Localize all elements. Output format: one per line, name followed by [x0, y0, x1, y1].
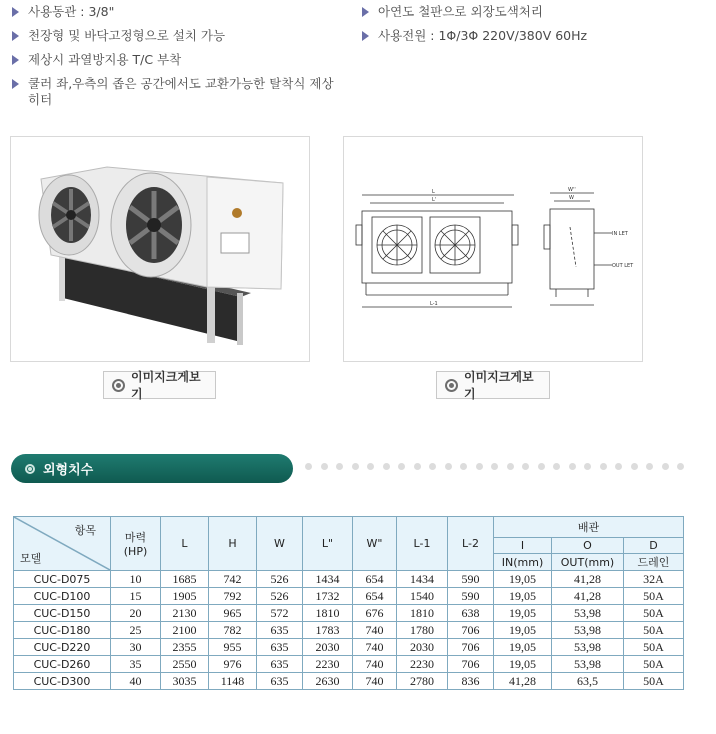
feature-item: 제상시 과열방지용 T/C 부착: [12, 52, 342, 68]
col-in: IN(mm): [494, 554, 552, 571]
feature-item: 아연도 철판으로 외장도색처리: [362, 4, 702, 20]
dimension-drawing-icon: [344, 137, 642, 361]
bullet-arrow-icon: [362, 7, 369, 17]
table-row: CUC-D300 40 3035 1148 635 2630 740 2780 836 41,28 63,5 50A: [14, 673, 684, 690]
air-cooler-photo-icon: [11, 137, 309, 361]
magnifier-plus-icon: [112, 379, 125, 392]
col-d: D: [624, 538, 684, 554]
col-o: O: [552, 538, 624, 554]
bullet-arrow-icon: [12, 7, 19, 17]
product-photo: [10, 136, 310, 362]
col-hp: 마력 (HP): [111, 517, 161, 571]
table-row: CUC-D150 20 2130 965 572 1810 676 1810 638 19,05 53,98 50A: [14, 605, 684, 622]
feature-list-left: [12, 4, 342, 116]
section-title: 외형치수: [43, 463, 94, 478]
bullet-arrow-icon: [12, 55, 19, 65]
technical-drawing: [343, 136, 643, 362]
col-h: H: [209, 517, 257, 571]
dim-label-w: W: [569, 195, 574, 201]
view-larger-image-button-1[interactable]: 이미지크게보기: [103, 371, 216, 399]
magnifier-plus-icon: [445, 379, 458, 392]
col-drain: 드레인: [624, 554, 684, 571]
col-piping: 배관: [494, 517, 684, 538]
col-l1: L-1: [397, 517, 448, 571]
decorative-dots: [305, 463, 684, 470]
feature-item: 사용동관 : 3/8": [12, 4, 342, 20]
table-row: CUC-D180 25 2100 782 635 1783 740 1780 706 19,05 53,98 50A: [14, 622, 684, 639]
dim-label-l: L: [432, 189, 435, 195]
feature-item: 천장형 및 바닥고정형으로 설치 가능: [12, 28, 342, 44]
col-w: W: [257, 517, 303, 571]
section-title-pill: [11, 454, 293, 483]
target-dot-icon: [25, 464, 35, 474]
table-row: CUC-D260 35 2550 976 635 2230 740 2230 706 19,05 53,98 50A: [14, 656, 684, 673]
col-l: L: [161, 517, 209, 571]
col-i: I: [494, 538, 552, 554]
feature-item: 쿨러 좌,우측의 좁은 공간에서도 교환가능한 탈착식 제상히터: [12, 76, 342, 108]
table-row: CUC-D100 15 1905 792 526 1732 654 1540 590 19,05 41,28 50A: [14, 588, 684, 605]
view-larger-image-button-2[interactable]: 이미지크게보기: [436, 371, 550, 399]
bullet-arrow-icon: [12, 31, 19, 41]
col-w2p: W": [353, 517, 397, 571]
feature-item: 사용전원 : 1Φ/3Φ 220V/380V 60Hz: [362, 28, 702, 44]
bullet-arrow-icon: [12, 79, 19, 89]
table-row: CUC-D075 10 1685 742 526 1434 654 1434 590 19,05 41,28 32A: [14, 571, 684, 588]
feature-list-right: [362, 4, 702, 52]
dim-label-l-prime: L': [432, 197, 437, 203]
dim-label-w-double: W'': [568, 187, 576, 193]
dimension-spec-table: [13, 516, 684, 690]
col-l2p: L": [303, 517, 353, 571]
inlet-label: IN LET: [612, 231, 628, 237]
col-l2: L-2: [448, 517, 494, 571]
bullet-arrow-icon: [362, 31, 369, 41]
dim-label-l1: L-1: [430, 301, 438, 307]
table-corner-header: 항목 모델: [14, 517, 111, 571]
outlet-label: OUT LET: [612, 263, 634, 269]
table-row: CUC-D220 30 2355 955 635 2030 740 2030 706 19,05 53,98 50A: [14, 639, 684, 656]
col-out: OUT(mm): [552, 554, 624, 571]
